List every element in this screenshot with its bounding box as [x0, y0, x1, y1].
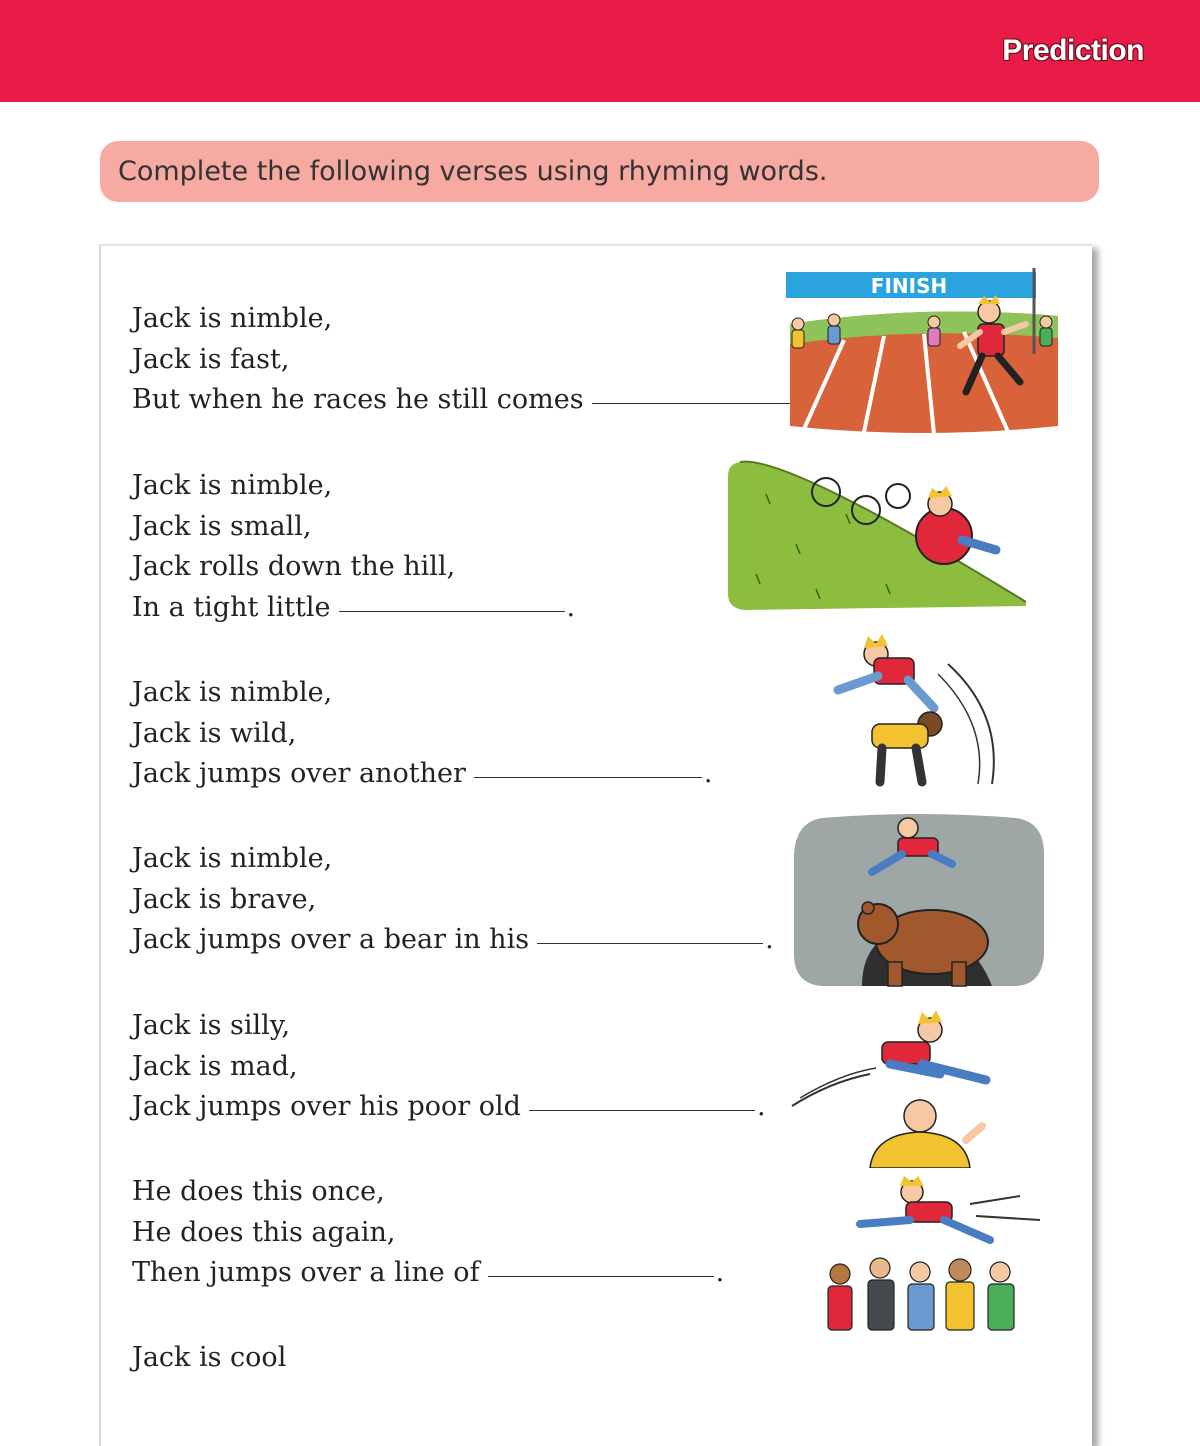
verse-line: Jack is nimble,	[132, 303, 333, 334]
verse-line: In a tight little	[132, 591, 331, 623]
verse-end-punct: .	[715, 1257, 725, 1288]
verse-line: Jack jumps over his poor old	[132, 1091, 521, 1122]
answer-blank[interactable]	[488, 1276, 714, 1277]
answer-blank[interactable]	[592, 403, 790, 404]
verse-5	[132, 1006, 766, 1128]
instruction-banner: Complete the following verses using rhyming words.	[100, 141, 1099, 202]
verse-line: Jack is small,	[132, 510, 312, 542]
verse-3	[132, 673, 713, 795]
verse-line: Then jumps over a line of	[132, 1257, 480, 1288]
crouching-boy-figure	[872, 712, 942, 782]
verse-line: Jack is mad,	[132, 1050, 298, 1082]
verse-line: Jack jumps over another	[132, 758, 466, 789]
jump-line-illustration	[820, 1176, 1046, 1332]
people-line	[828, 1258, 1014, 1330]
answer-blank[interactable]	[537, 943, 763, 944]
verse-line: Jack is cool	[132, 1342, 287, 1373]
verse-end-punct: .	[703, 758, 713, 789]
verse-line: Jack jumps over a bear in his	[132, 924, 530, 955]
leapfrog-illustration	[798, 624, 1012, 792]
verse-line: Jack is fast,	[132, 343, 290, 375]
verse-end-punct: .	[566, 591, 576, 623]
verse-end-punct: .	[765, 924, 774, 955]
jumping-boy-figure	[838, 634, 934, 708]
verse-6	[132, 1172, 724, 1294]
verse-line: Jack is nimble,	[132, 843, 333, 874]
verse-end-punct: .	[756, 1091, 766, 1122]
answer-blank[interactable]	[529, 1110, 755, 1111]
jumping-boy-figure	[860, 1176, 990, 1240]
dad-figure	[870, 1100, 982, 1168]
verse-1	[132, 299, 800, 421]
verse-line: He does this once,	[132, 1176, 385, 1207]
verse-line: Jack is nimble,	[132, 677, 333, 708]
answer-blank[interactable]	[339, 611, 565, 612]
verse-line: He does this again,	[132, 1216, 396, 1248]
verse-line: But when he races he still comes	[132, 384, 584, 415]
hill-roll-illustration	[726, 454, 1038, 612]
section-title: Prediction	[1002, 34, 1144, 67]
answer-blank[interactable]	[474, 777, 702, 778]
verse-4	[132, 839, 774, 961]
jump-dad-illustration	[790, 1008, 1012, 1168]
verse-line: Jack is wild,	[132, 717, 297, 749]
verse-line: Jack rolls down the hill,	[132, 551, 456, 582]
jumping-boy-figure	[882, 1010, 986, 1080]
bear-cave-illustration	[792, 814, 1046, 990]
verse-2	[132, 466, 575, 628]
verse-7	[132, 1338, 286, 1379]
finish-banner-text: FINISH	[870, 274, 948, 298]
header-bar	[0, 0, 1200, 102]
race-illustration	[784, 264, 1064, 436]
rolling-boy-figure	[916, 486, 996, 564]
verse-line: Jack is nimble,	[132, 470, 333, 501]
verse-line: Jack is brave,	[132, 883, 317, 915]
verse-line: Jack is silly,	[132, 1010, 291, 1041]
